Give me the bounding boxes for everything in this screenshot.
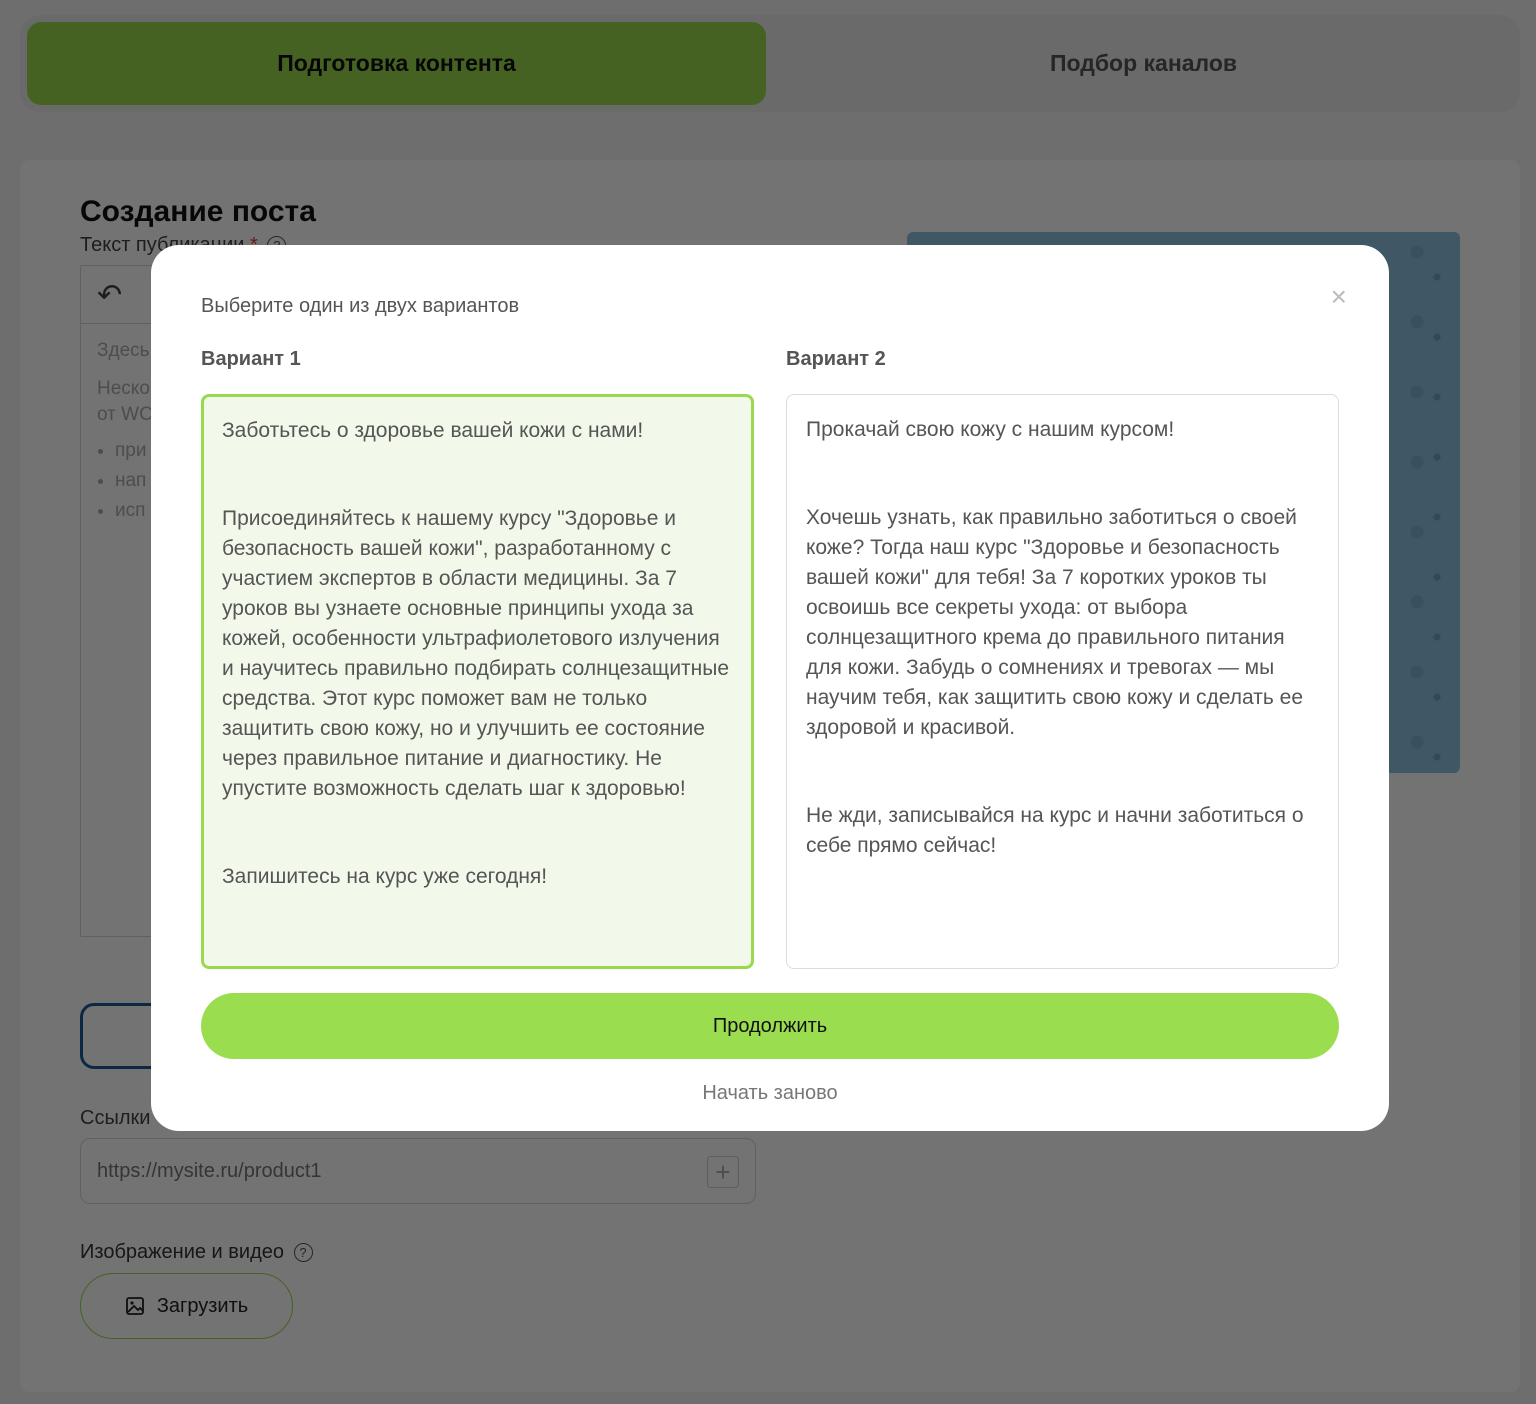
variant-2-title: Вариант 2 (786, 348, 886, 370)
variant-1-paragraph: Запишитесь на курс уже сегодня! (222, 865, 548, 888)
restart-link[interactable]: Начать заново (702, 1082, 838, 1104)
variant-1-paragraph: Заботьтесь о здоровье вашей кожи с нами! (222, 419, 644, 442)
variant-1-title: Вариант 1 (201, 348, 301, 370)
close-icon[interactable]: × (1330, 281, 1347, 312)
modal-subtitle: Выберите один из двух вариантов (201, 295, 520, 317)
variant-2-paragraph: Хочешь узнать, как правильно заботиться о своей коже? Тогда наш курс "Здоровье и безопасность вашей кожи" для тебя! За 7 коротких уроков ты освоишь все секреты ухода: от выбора солнцезащитного крема до правильного питания для кожи. Забудь о сомнениях и тревогах — мы научим тебя, как защитить свою кожу и сделать ее здоровой и красивой. (806, 506, 1304, 739)
variant-1-paragraph: Присоединяйтесь к нашему курсу "Здоровье и безопасность вашей кожи", разработанному с участием экспертов в области медицины. За 7 уроков вы узнаете основные принципы ухода за кожей, особенности ультрафиолетового излучения и научитесь правильно подбирать солнцезащитные средства. Этот курс поможет вам не только защитить свою кожу, но и улучшить ее состояние через правильное питание и диагностику. Не упустите возможность сделать шаг к здоровью! (222, 507, 730, 800)
variant-2-option[interactable] (786, 394, 1339, 969)
variant-2-paragraph: Не жди, записывайся на курс и начни заботиться о себе прямо сейчас! (806, 804, 1304, 857)
variant-modal (151, 245, 1389, 1131)
continue-button[interactable]: Продолжить (201, 993, 1339, 1059)
variant-2-paragraph: Прокачай свою кожу с нашим курсом! (806, 418, 1175, 441)
variant-1-option[interactable] (201, 394, 754, 969)
